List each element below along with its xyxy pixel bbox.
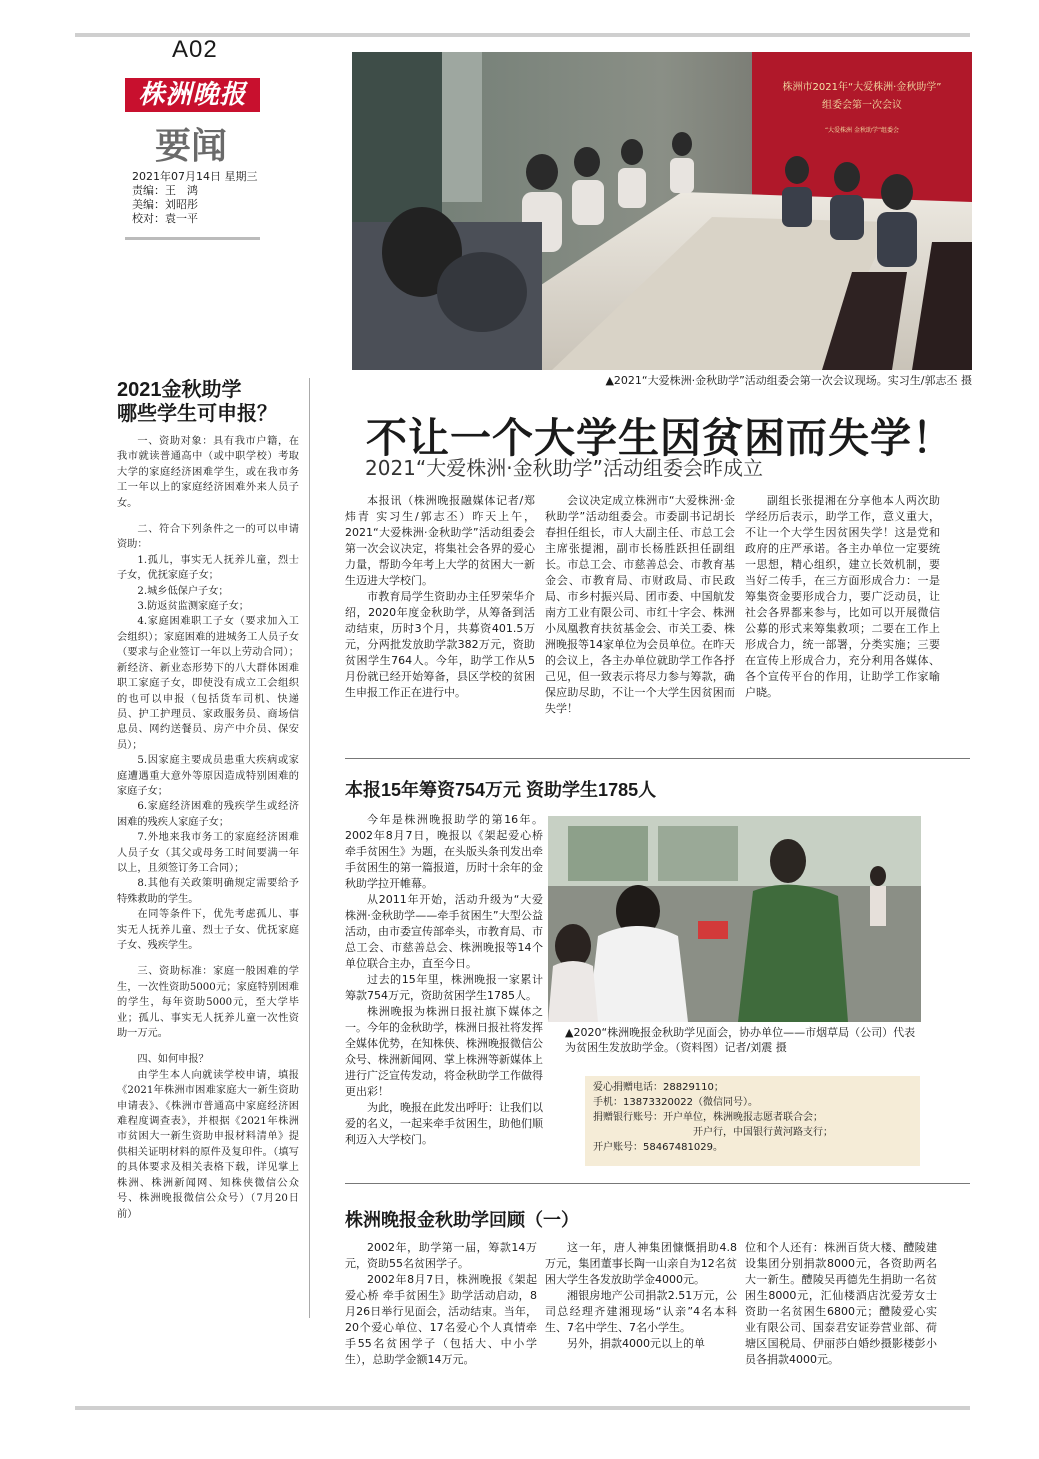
article-paragraph: 位和个人还有：株洲百货大楼、醴陵建设集团分别捐款8000元，各资助两名大一新生。醴陵吴再德先生捐助一名贫困生8000元，汇仙楼酒店沈爱芳女士资助一名贫困生6800元；醴陵爱心实业有限公司、国泰君安证券营业部、荷塘区国税局、伊丽莎白婚纱摄影楼彭小员各捐款4000元。: [745, 1241, 937, 1366]
article3-column-1: [345, 1240, 537, 1368]
donation-bank-label: 捐赠银行账号：开户单位，株洲晚报志愿者联合会；: [593, 1112, 823, 1123]
sidebar-paragraph: 2.城乡低保户子女；: [137, 585, 229, 597]
article-paragraph: 2002年8月7日，株洲晚报《架起爱心桥 牵手贫困生》助学活动启动，8月26日举行见面会，活动结束。当年，20个爱心单位、17名爱心个人真情牵手55名贫困学子（包括大、中小学生），总助学金额14万元。: [345, 1273, 537, 1366]
article-paragraph: 今年是株洲晚报助学的第16年。2002年8月7日，晚报以《架起爱心桥 牵手贫困生》为题，在头版头条刊发出牵手贫困生的第一篇报道，历时十余年的金秋助学拉开帷幕。: [345, 813, 543, 890]
article3-headline: 株洲晚报金秋助学回顾（一）: [345, 1210, 579, 1230]
article-paragraph: 市教育局学生资助办主任罗荣华介绍，2020年度金秋助学，从筹备到活动结束，历时3个月，共募资401.5万元，分两批发放助学款382万元，资助贫困学生764人。今年，助学工作从5月份就已经开始筹备，县区学校的贫困生申报工作正在进行中。: [345, 590, 535, 699]
page-number: A02: [172, 36, 218, 63]
issue-date: 2021年07月14日 星期三: [132, 170, 258, 183]
article-paragraph: 2002年，助学第一届，筹款14万元，资助55名贫困学子。: [345, 1241, 537, 1270]
column-divider: [309, 378, 310, 1318]
article-paragraph: 本报讯（株洲晚报融媒体记者/郑炜青 实习生/郭志丕）昨天上午，2021“大爱株洲·金秋助学”活动组委会第一次会议决定，将集社会各界的爱心力量，帮助今年考上大学的贫困大一新生迈进大学校门。: [345, 494, 535, 587]
article-paragraph: 过去的15年里，株洲晚报一家累计筹款754万元，资助贫困学生1785人。: [345, 973, 543, 1002]
meta-rule: [125, 237, 260, 240]
sidebar-title: [117, 378, 297, 426]
section-rule: [345, 1183, 970, 1184]
article-paragraph: 株洲晚报为株洲日报社旗下媒体之一。今年的金秋助学，株洲日报社将发挥全媒体优势，在知株侠、株洲晚报微信公众号、株洲新闻网、掌上株洲等新媒体上进行广泛宣传发动，将金秋助学工作做得更出彩！: [345, 1005, 543, 1098]
art-editor-credit: 美编：刘昭彤: [132, 198, 198, 211]
sidebar-body: [117, 434, 299, 1233]
scholarship-photo-caption: ▲ 2020“株洲晚报金秋助学见面会，协办单位——市烟草局（公司）代表为贫困生发放助学金。（资料图）记者/刘震 摄: [565, 1025, 925, 1055]
masthead-logo: 株洲晚报: [125, 78, 260, 112]
article3-column-2: [545, 1240, 737, 1352]
editor-credit: 责编：王 鸿: [132, 184, 198, 197]
sidebar-paragraph: 由学生本人向就读学校申请，填报《2021年株洲市困难家庭大一新生资助申请表》、《株洲市普通高中家庭经济困难程度调查表》，并根据《2021年株洲市贫困大一新生资助申报材料清单》提供相关证明材料的原件及复印件。（填写的具体要求及相关表格下载，详见掌上株洲、株洲新闻网、知株侠微信公众号、株洲晚报微信公众号）（7月20日前）: [117, 1069, 299, 1220]
donation-account: 开户账号：58467481029。: [593, 1142, 723, 1153]
article-paragraph: 副组长张提湘在分享他本人两次助学经历后表示，助学工作，意义重大，不让一个大学生因贫困失学！这是党和政府的庄严承诺。各主办单位一定要统一思想，精心组织，建立长效机制，要当好二传手，在三方面形成合力：一是筹集资金要形成合力，要广泛动员，让社会各界都来参与，比如可以开展微信公募的形式来筹集救项；二要在工作上形成合力，统一部署，分类实施；三要在宣传上形成合力，充分利用各媒体、各个宣传平台的作用，让助学工作家喻户晓。: [745, 494, 940, 699]
sidebar-paragraph: 四、如何申报？: [137, 1054, 209, 1066]
banner-line-2: 组委会第一次会议: [822, 100, 902, 111]
main-article-column-1: [345, 493, 535, 701]
article3-column-3: [745, 1240, 937, 1368]
main-headline: 不让一个大学生因贫困而失学！: [366, 415, 954, 461]
section-rule: [345, 758, 970, 759]
sidebar-paragraph: 5.因家庭主要成员患重大疾病或家庭遭遇重大意外等原因造成特别困难的家庭子女；: [117, 755, 299, 797]
article-paragraph: 会议决定成立株洲市“大爱株洲·金秋助学”活动组委会。市委副书记胡长春担任组长，市人大副主任、市总工会主席张提湘，副市长杨胜跃担任副组长。市总工会、市慈善总会、市教育基金会、市教育局、市财政局、市民政局、市乡村振兴局、团市委、中国航发南方工业有限公司、市红十字会、株洲小凤凰教育扶贫基金会、市关工委、株洲晚报等14家单位为会员单位。在昨天的会议上，各主办单位就助学工作各抒己见，但一致表示将尽力参与筹款，确保应助尽助，不让一个大学生因贫困而失学！: [545, 494, 735, 715]
bottom-rule: [75, 1406, 970, 1410]
article-paragraph: 另外，捐款4000元以上的单: [567, 1337, 705, 1350]
proofreader-credit: 校对：袁一平: [132, 212, 198, 225]
sidebar-title-line-1: 2021金秋助学: [117, 379, 242, 401]
sidebar-paragraph: 4.家庭困难职工子女（要求加入工会组织）；家庭困难的进城务工人员子女（要求与企业签订一年以上劳动合同）；新经济、新业态形势下的八大群体困难职工家庭子女，即使没有成立工会组织的也可以申报（包括货车司机、快递员、护工护理员、家政服务员、商场信息员、网约送餐员、房产中介员、保安员）；: [117, 616, 299, 751]
main-subheadline: 2021“大爱株洲·金秋助学”活动组委会昨成立: [365, 456, 763, 480]
donation-bank-branch: 开户行，中国银行黄河路支行；: [693, 1127, 833, 1138]
main-article-column-3: [745, 493, 940, 701]
donation-info-box: [585, 1076, 920, 1166]
page-meta: [132, 170, 272, 226]
article-paragraph: 这一年，唐人神集团慷慨捐助4.8万元，集团董事长陶一山亲自为12名贫困大学生各发放助学金4000元。: [545, 1241, 737, 1286]
sidebar-paragraph: 在同等条件下，优先考虑孤儿、事实无人抚养儿童、烈士子女、优抚家庭子女、残疾学生。: [117, 909, 299, 951]
banner-line-1: 株洲市2021年“大爱株洲·金秋助学”: [782, 82, 942, 93]
article-paragraph: 从2011年开始，活动升级为“大爱株洲·金秋助学——牵手贫困生”大型公益活动，由市委宣传部牵头，市教育局、市总工会、市慈善总会、株洲晚报等14个单位联合主办，直至今日。: [345, 893, 543, 970]
section-title: 要闻: [155, 125, 228, 167]
donation-hotline: 爱心捐赠电话：28829110；: [593, 1082, 724, 1093]
sidebar-paragraph: 3.防返贫监测家庭子女；: [137, 601, 249, 613]
sidebar-paragraph: 三、资助标准：家庭一般困难的学生，一次性资助5000元；家庭特别困难的学生，每年资助5000元，至大学毕业；孤儿、事实无人抚养儿童一次性资助一万元。: [117, 966, 299, 1040]
article-paragraph: 湘银房地产公司捐款2.51万元，公司总经理齐建湘现场“认亲”4名本科生、7名中学生、7名小学生。: [545, 1289, 737, 1334]
article2-column: [345, 812, 543, 1148]
sidebar-title-line-2: 哪些学生可申报？: [117, 403, 277, 425]
sidebar-paragraph: 8.其他有关政策明确规定需要给予特殊救助的学生。: [117, 878, 299, 905]
donation-phone: 手机：13873320022（微信同号）。: [593, 1097, 758, 1108]
sidebar-paragraph: 二、符合下列条件之一的可以申请资助：: [117, 524, 299, 551]
sidebar-paragraph: 一、资助对象：具有我市户籍，在我市就读普通高中（或中职学校）考取大学的家庭经济困难学生，或在我市务工一年以上的家庭经济困难外来人员子女。: [117, 436, 299, 509]
sidebar-paragraph: 1.孤儿，事实无人抚养儿童，烈士子女，优抚家庭子女；: [117, 554, 299, 582]
main-article-column-2: [545, 493, 735, 717]
article2-headline: 本报15年筹资754万元 资助学生1785人: [345, 780, 657, 800]
scholarship-photo: [548, 816, 921, 1022]
meeting-photo-caption: ▲ 2021“大爱株洲·金秋助学”活动组委会第一次会议现场。实习生/郭志丕 摄: [562, 372, 972, 388]
sidebar-paragraph: 7.外地来我市务工的家庭经济困难人员子女（其父或母务工时间要满一年以上，且须签订务工合同）；: [117, 832, 299, 874]
meeting-photo: [352, 52, 972, 370]
sidebar-paragraph: 6.家庭经济困难的残疾学生或经济困难的残疾人家庭子女；: [117, 801, 299, 828]
article-paragraph: 为此，晚报在此发出呼吁：让我们以爱的名义，一起来牵手贫困生，助他们顺利迈入大学校门。: [345, 1101, 543, 1146]
banner-line-3: “大爱株洲 金秋助学”组委会: [824, 127, 900, 134]
